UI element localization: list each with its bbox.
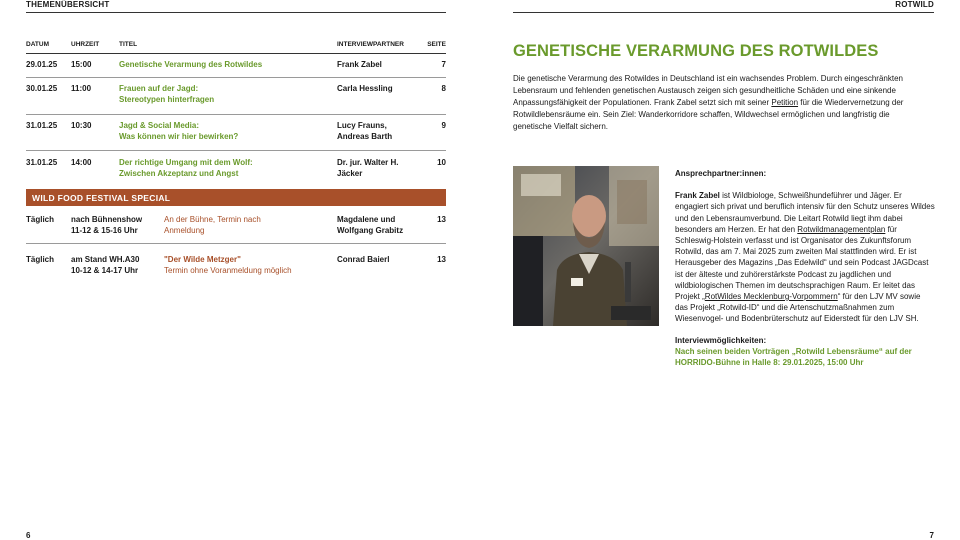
special-title: An der Bühne, Termin nach (164, 215, 261, 224)
contact-label: Ansprechpartner:innen: (675, 169, 767, 178)
row-time: 14:00 (71, 158, 92, 167)
row-date: 31.01.25 (26, 121, 58, 130)
intro-text-b: für die Wiedervernetzung der Rotwildlebensräume ein. Sein Ziel: Wanderkorridore schaffen, Wildwechsel ermöglichen und langfristig die genetische Vielfalt sichern. (513, 98, 904, 131)
table-row (26, 59, 446, 78)
special-title-line2: Termin ohne Voranmeldung möglich (164, 266, 292, 275)
row-title[interactable]: Jagd & Social Media: (119, 121, 200, 130)
row-title[interactable]: Der richtige Umgang mit dem Wolf: (119, 158, 253, 167)
special-title: "Der Wilde Metzger" (164, 255, 241, 264)
special-date: Täglich (26, 215, 55, 224)
row-partner: Dr. jur. Walter H. (337, 158, 399, 167)
row-partner-line2: Jäcker (337, 169, 363, 178)
table-row (26, 157, 446, 185)
running-head-right: ROTWILD (513, 0, 934, 13)
special-row (26, 214, 446, 244)
intro-paragraph (513, 73, 923, 133)
table-header (26, 40, 446, 54)
row-time: 11:00 (71, 84, 92, 93)
running-head-left: THEMENÜBERSICHT (26, 0, 446, 13)
bio-text-c: “ für den LJV MV sowie das Projekt „Rotwild-ID“ und die Artenschutzmaßnahmen zum Wiesenvogel- und Bodenbrüterschutz auf Eiderstedt für den LJV SH. (675, 292, 921, 324)
table-row (26, 83, 446, 115)
row-title-line2[interactable]: Was können wir hier bewirken? (119, 132, 239, 141)
article-headline: GENETISCHE VERARMUNG DES ROTWILDES (513, 42, 879, 60)
col-partner: INTERVIEWPARTNER (337, 41, 404, 48)
row-date: 29.01.25 (26, 60, 58, 69)
petition-link[interactable]: Petition (771, 98, 799, 107)
row-partner: Frank Zabel (337, 60, 382, 69)
table-row (26, 120, 446, 151)
col-title: TITEL (119, 41, 138, 48)
special-partner: Conrad Baierl (337, 255, 390, 264)
row-date: 30.01.25 (26, 84, 58, 93)
speaker-photo (513, 166, 659, 326)
page-number-right: 7 (929, 531, 934, 540)
row-page: 8 (441, 84, 446, 93)
bio-name: Frank Zabel (675, 191, 720, 201)
row-title[interactable]: Genetische Verarmung des Rotwildes (119, 60, 263, 69)
row-title-line2[interactable]: Stereotypen hinterfragen (119, 95, 215, 104)
row-title[interactable]: Frauen auf der Jagd: (119, 84, 199, 93)
row-page: 10 (437, 158, 446, 167)
intro-text-a: Die genetische Verarmung des Rotwildes in Deutschland ist ein wachsendes Problem. Durch eingeschränkten Lebensraum und fehlenden genetischen Austausch zeigen sich gesundheitliche Schäden und eine sinkende Anpassungsfähigkeit der Populationen. Frank Zabel setzt sich mit seiner (513, 74, 903, 107)
bio-paragraph (675, 190, 935, 324)
special-where: nach Bühnenshow (71, 215, 143, 224)
interview-text: Nach seinen beiden Vorträgen „Rotwild Lebensräume“ auf der HORRIDO-Bühne in Halle 8: 29.01.2025, 15:00 Uhr (675, 346, 912, 368)
row-partner: Carla Hessling (337, 84, 393, 93)
special-where: am Stand WH.A30 (71, 255, 140, 264)
rotwildes-mv-link[interactable]: RotWildes Mecklenburg-Vorpommern (704, 292, 838, 302)
speaker-photo-illustration (513, 166, 659, 326)
special-where-line2: 10-12 & 14-17 Uhr (71, 266, 139, 275)
special-title-line2: Anmeldung (164, 226, 205, 235)
special-page: 13 (437, 215, 446, 224)
special-section-header: WILD FOOD FESTIVAL SPECIAL (26, 189, 446, 206)
special-date: Täglich (26, 255, 55, 264)
bio-text-a: ist Wildbiologe, Schweißhundeführer und Jäger. Er engagiert sich privat und beruflich intensiv für den Schutz unseres Wildes und den Lebensraumverbund. Die Leitart Rotwild liegt ihm dabei besonders am Herzen. Er hat den (675, 191, 935, 234)
row-page: 9 (441, 121, 446, 130)
col-page: SEITE (427, 41, 446, 48)
col-time: UHRZEIT (71, 41, 100, 48)
row-date: 31.01.25 (26, 158, 58, 167)
page-number-left: 6 (26, 531, 31, 540)
row-partner-line2: Andreas Barth (337, 132, 393, 141)
right-page (513, 0, 934, 540)
row-partner: Lucy Frauns, (337, 121, 387, 130)
left-page (26, 0, 446, 540)
special-partner: Magdalene und (337, 215, 396, 224)
interview-label: Interviewmöglichkeiten: (675, 335, 767, 345)
rotwildmanagementplan-link[interactable]: Rotwildmanagementplan (797, 224, 886, 234)
col-date: DATUM (26, 41, 49, 48)
special-page: 13 (437, 255, 446, 264)
row-page: 7 (441, 60, 446, 69)
contact-column (675, 168, 935, 368)
row-time: 15:00 (71, 60, 92, 69)
row-time: 10:30 (71, 121, 92, 130)
row-title-line2[interactable]: Zwischen Akzeptanz und Angst (119, 169, 239, 178)
special-row (26, 254, 446, 282)
special-where-line2: 11-12 & 15-16 Uhr (71, 226, 138, 235)
special-partner-line2: Wolfgang Grabitz (337, 226, 404, 235)
bio-text-b: für Schleswig-Holstein verfasst und ist Organisator des Zukunftsforum Rotwild, das am 7. Mai 2025 zum zweiten Mal stattfinden wird. Er ist Herausgeber des Magazins „Das Edelwild“ und sein Podcast JAGDcast ist der älteste und zuhörerstärkste Podcast zu jagdlichen und wildbiologischen Themen im deutschsprachigen Raum. Er leitet das Projekt „ (675, 224, 929, 302)
